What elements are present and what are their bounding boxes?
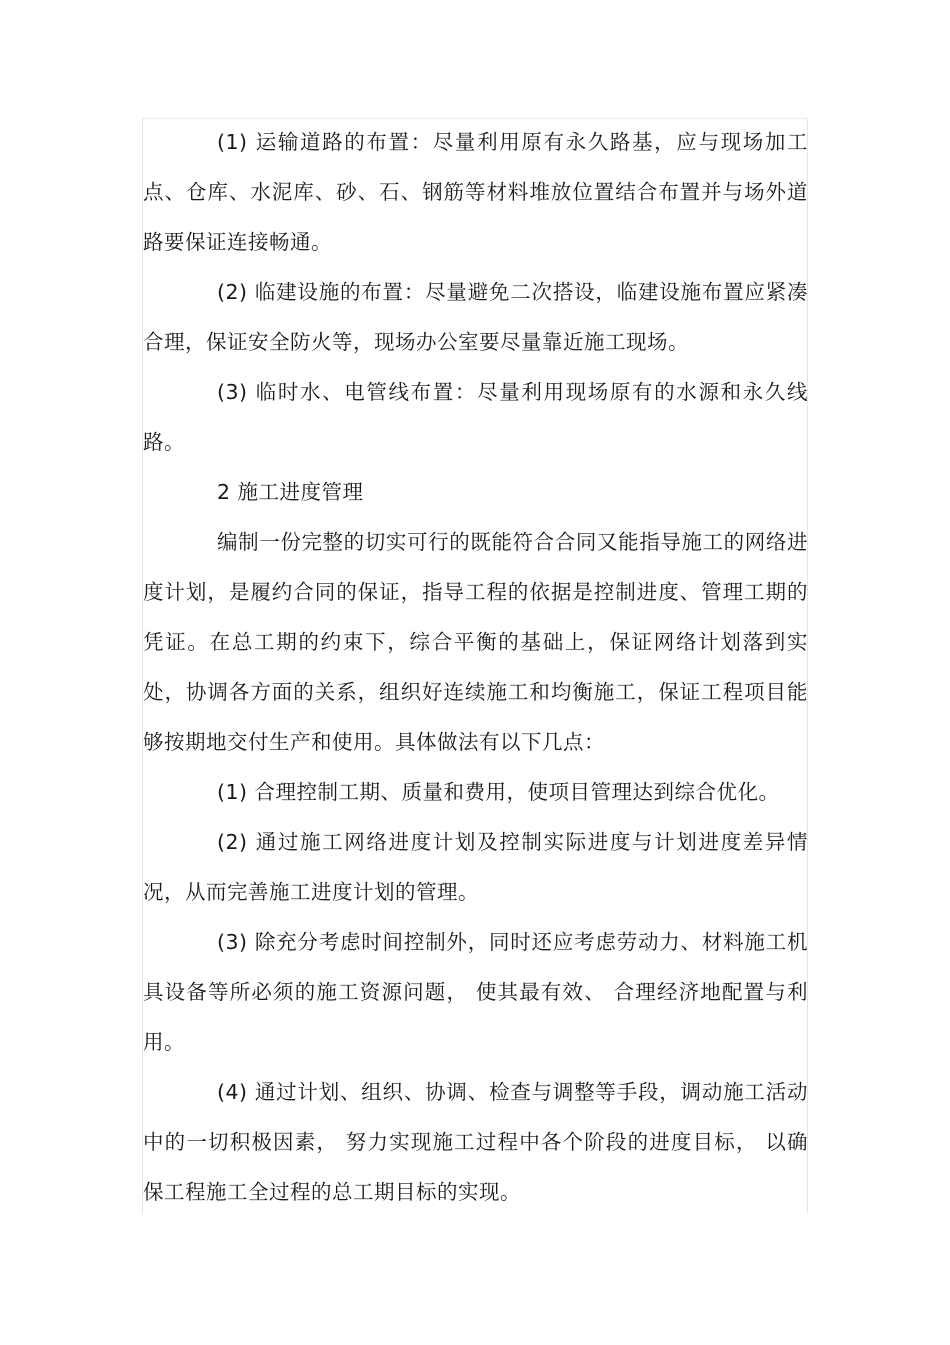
paragraph-point-1: (1) 合理控制工期、质量和费用，使项目管理达到综合优化。 (217, 780, 780, 804)
paragraph-temporary-facilities: (2) 临建设施的布置：尽量避免二次搭设，临建设施布置应紧凑合理，保证安全防火等，现场办公室要尽量靠近施工现场。 (143, 280, 808, 354)
paragraph-water-power-lines: (3) 临时水、电管线布置：尽量利用现场原有的水源和永久线路。 (143, 380, 808, 454)
paragraph-road-layout: (1) 运输道路的布置：尽量利用原有永久路基，应与现场加工点、仓库、水泥库、砂、石、钢筋等材料堆放位置结合布置并与场外道路要保证连接畅通。 (143, 130, 808, 254)
document-body (143, 117, 808, 1217)
paragraph-point-2: (2) 通过施工网络进度计划及控制实际进度与计划进度差异情况，从而完善施工进度计划的管理。 (143, 830, 808, 904)
paragraph-point-4: (4) 通过计划、组织、协调、检查与调整等手段，调动施工活动中的一切积极因素， 努力实现施工过程中各个阶段的进度目标， 以确保工程施工全过程的总工期目标的实现。 (143, 1080, 808, 1204)
paragraph-schedule-intro: 编制一份完整的切实可行的既能符合合同又能指导施工的网络进度计划，是履约合同的保证，指导工程的依据是控制进度、管理工期的凭证。在总工期的约束下，综合平衡的基础上，保证网络计划落到实处，协调各方面的关系，组织好连续施工和均衡施工，保证工程项目能够按期地交付生产和使用。具体做法有以下几点： (143, 530, 808, 754)
section-heading: 2 施工进度管理 (217, 480, 364, 504)
paragraph-point-3: (3) 除充分考虑时间控制外，同时还应考虑劳动力、材料施工机具设备等所必须的施工资源问题， 使其最有效、 合理经济地配置与利用。 (143, 930, 808, 1054)
